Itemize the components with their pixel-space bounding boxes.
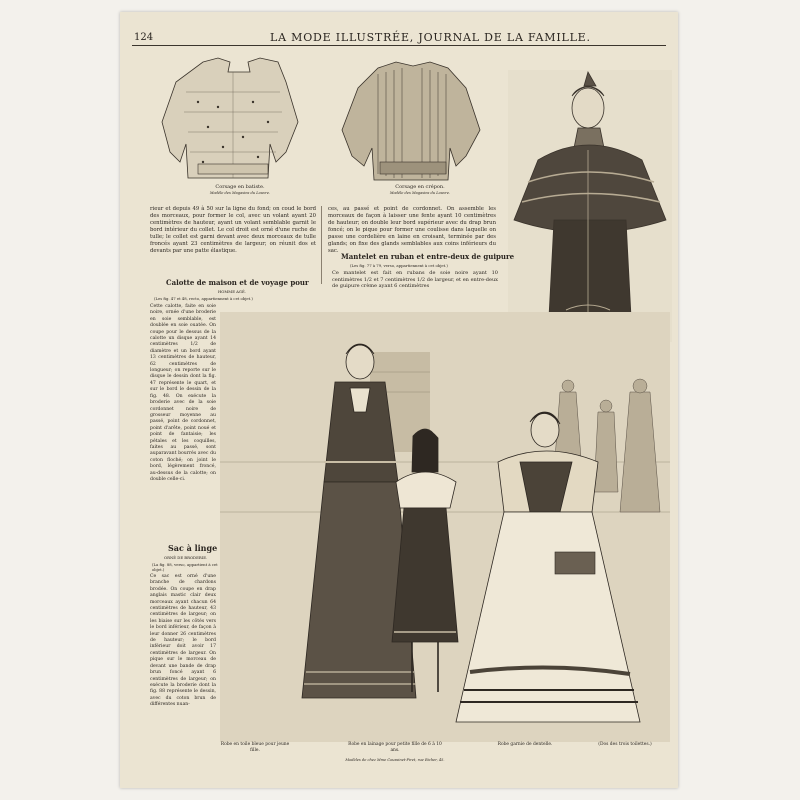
article-left-top: rieur et depuis 49 à 50 sur la ligne du fond; on coud le bord des morceaux, pour former le col, avec un volant ayant 20 centimètres de hauteur, ayant un volant semblable garnit le bord intérieur du collet. Le col droit est orné d'une ruche de tulle; le collet est garni devant avec deux morceaux de tulle froncés ayant 23 centimètres de largeur; on réunit dos et devants par une patte élastique. (150, 206, 316, 254)
crepon-caption: Corsage en crépon. (395, 184, 445, 190)
column-divider (321, 206, 322, 284)
crepon-bodice-illustration (338, 54, 488, 184)
calotte-subtitle: HOMME AGÉ. (218, 289, 246, 294)
calotte-reference: (Les fig. 47 et 48, recto, appartiennent à cet objet.) (154, 296, 253, 301)
article-right-top: ces, au passé et point de cordonnet. On assemble les morceaux de façon à laisser une fente ayant 10 centimètres de hauteur; on double leur bord supérieur avec du drap brun foncé; on le pique pour former une coulisse dans laquelle on passe une cordelière en laine en croisant, terminée par des glands; on fixe des glands semblables aux coins inférieurs du sac. (328, 206, 496, 254)
mantelet-section-text: Ce mantelet est fait en rubans de soie noire ayant 10 centimètres 1/2 et 7 centimètres 1/2 de largeur, et en entre-deux de guipure crème ayant 6 centimètres (332, 270, 498, 290)
group-caption-1: Robe en toile bleue pour jeune fille. (220, 742, 290, 753)
sac-text: Ce sac est orné d'une branche de chardons brodée. On coupe en drap anglais mastic clair deux morceaux ayant chacun 64 centimètres de hauteur, 43 centimètres de largeur; on les biaise sur les côtés vers le bord inférieur, de façon à leur donner 26 centimètres de hauteur; le bord inférieur doit avoir 17 centimètres de largeur. On pique sur le morceau de devant une bande de drap brun foncé ayant 6 centimètres de largeur; on exécute la broderie dont la fig. 88 représente le dessin, avec du coton brun de différentes nuan- (150, 574, 216, 708)
page-number: 124 (134, 32, 154, 43)
calotte-text: Cette calotte, faite en soie noire, ornée d'une broderie en soie semblable, est doublée en soie ouatée. On coupe pour le dessus de la calotte un disque ayant 14 centimètres 1/2 de diamètre et un bord ayant 13 centimètres de hauteur, 62 centimètres de longueur; on reporte sur le disque le dessin dont la fig. 47 représente le quart, et sur le bord le dessin de la fig. 48. On exécute la broderie avec de la soie cordonnet noire de grosseur moyenne au passé, point de cordonnet, point d'arête, point noué et point de fantaisie; les pétales et les coquilles, faites au passé, sont auparavant bourrés avec du coton floché; on joint le bord, légèrement froncé, au-dessus de la calotte; on double celle-ci. (150, 304, 216, 482)
group-caption-3: Robe garnie de dentelle. (497, 742, 553, 747)
batiste-caption: Corsage en batiste. (215, 184, 265, 190)
page-header (120, 30, 678, 46)
sac-reference: (La fig. 88, verso, appartient à cet objet.) (152, 562, 218, 572)
header-rule (132, 45, 666, 46)
sac-subtitle: ORNÉ DE BRODERIE. (164, 555, 208, 560)
sac-title: Sac à linge (168, 543, 218, 553)
mantelet-illustration (508, 70, 672, 342)
group-credit: Modèles de chez Mme Coussinet-Piret, rue Richer, 45. (345, 758, 445, 762)
crepon-credit: Modèle des Magasins du Louvre. (389, 191, 451, 195)
mantelet-section-reference: (Les fig. 77 à 79, verso, appartiennent à cet objet.) (350, 263, 448, 268)
batiste-bodice-illustration (158, 52, 308, 182)
group-caption-2: Robe en lainage pour petite fille de 6 à 10 ans. (348, 742, 442, 753)
calotte-title: Calotte de maison et de voyage pour (166, 278, 309, 287)
mantelet-section-title: Mantelet en ruban et entre-deux de guipure (341, 252, 515, 261)
group-caption-4: (Dos des trois toilettes.) (598, 742, 652, 747)
magazine-page (120, 12, 678, 788)
batiste-credit: Modèle des Magasins du Louvre. (209, 191, 271, 195)
group-of-women-illustration (220, 312, 670, 742)
journal-title: LA MODE ILLUSTRÉE, JOURNAL DE LA FAMILLE. (270, 31, 591, 44)
